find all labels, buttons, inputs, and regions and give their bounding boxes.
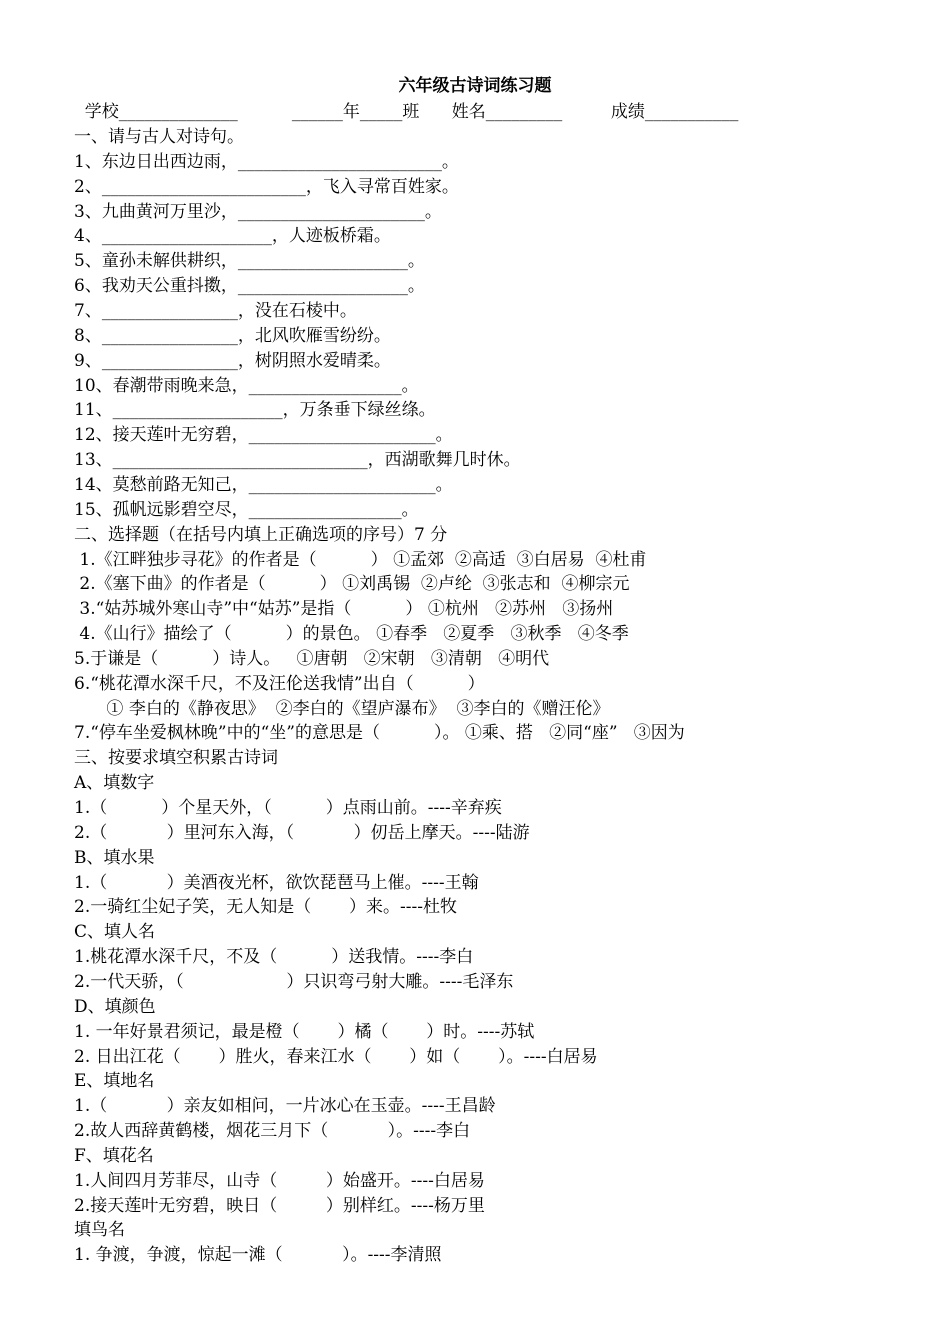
worksheet-line: 1. 一年好景君须记，最是橙（ ）橘（ ）时。----苏轼 xyxy=(74,1021,535,1042)
worksheet-line: 5.于谦是（ ）诗人。 ①唐朝 ②宋朝 ③清朝 ④明代 xyxy=(74,648,550,669)
worksheet-line: D、填颜色 xyxy=(74,996,156,1017)
worksheet-line: 一、请与古人对诗句。 xyxy=(74,127,244,147)
worksheet-line: 1、东边日出西边雨，________________________。 xyxy=(74,151,459,172)
worksheet-line: B、填水果 xyxy=(74,847,155,868)
worksheet-line: 二、选择题（在括号内填上正确选项的序号）7 分 xyxy=(74,524,448,545)
worksheet-line: 15、孤帆远影碧空尽，__________________。 xyxy=(74,499,419,520)
worksheet-line: 2.《塞下曲》的作者是（ ） ①刘禹锡 ②卢纶 ③张志和 ④柳宗元 xyxy=(74,574,630,595)
worksheet-line: 填鸟名 xyxy=(74,1220,125,1241)
worksheet-line: 1.（ ）个星天外，（ ）点雨山前。----辛弃疾 xyxy=(74,798,502,818)
page-title: 六年级古诗词练习题 xyxy=(398,76,552,96)
worksheet-line: ① 李白的《静夜思》 ②李白的《望庐瀑布》 ③李白的《赠汪伦》 xyxy=(74,698,610,719)
worksheet-line: 2.一骑红尘妃子笑，无人知是（ ）来。----杜牧 xyxy=(74,897,458,918)
worksheet-line: C、填人名 xyxy=(74,922,156,943)
worksheet-line: 14、莫愁前路无知己，______________________。 xyxy=(74,474,453,495)
worksheet-line: 6、我劝天公重抖擞，____________________。 xyxy=(74,276,425,297)
worksheet-line: 2.一代天骄，（ ）只识弯弓射大雕。----毛泽东 xyxy=(74,971,514,992)
worksheet-line: A、填数字 xyxy=(74,773,155,794)
worksheet-line: 10、春潮带雨晚来急，__________________。 xyxy=(74,375,419,396)
worksheet-line: 3、九曲黄河万里沙，______________________。 xyxy=(74,201,442,222)
worksheet-line: 1.（ ）美酒夜光杯，欲饮琵琶马上催。----王翰 xyxy=(74,872,479,893)
worksheet-line: 12、接天莲叶无穷碧，______________________。 xyxy=(74,425,453,446)
worksheet-line: 1.桃花潭水深千尺，不及（ ）送我情。----李白 xyxy=(74,947,474,968)
worksheet-line: 1.人间四月芳菲尽，山寺（ ）始盛开。----白居易 xyxy=(74,1170,485,1191)
worksheet-line: E、填地名 xyxy=(74,1071,155,1092)
worksheet-line: 3.“姑苏城外寒山寺”中“姑苏”是指（ ） ①杭州 ②苏州 ③扬州 xyxy=(74,599,614,620)
worksheet-line: 2. 日出江花（ ）胜火，春来江水（ ）如（ ）。----白居易 xyxy=(74,1046,598,1067)
worksheet-line: 7、________________，没在石棱中。 xyxy=(74,301,357,321)
worksheet-line: 11、____________________，万条垂下绿丝绦。 xyxy=(74,400,436,421)
worksheet-line: 2.故人西辞黄鹤楼，烟花三月下（ ）。----李白 xyxy=(74,1121,471,1141)
worksheet-line: 7.“停车坐爱枫林晚”中的“坐”的意思是（ ）。 ①乘、搭 ②同“座” ③因为 xyxy=(74,723,685,744)
worksheet-line: 2、________________________，飞入寻常百姓家。 xyxy=(74,176,459,197)
worksheet-line: 1.《江畔独步寻花》的作者是（ ） ①孟郊 ②高适 ③白居易 ④杜甫 xyxy=(74,549,647,570)
worksheet-line: 9、________________，树阴照水爱晴柔。 xyxy=(74,350,391,371)
worksheet-line: 2.接天莲叶无穷碧，映日（ ）别样红。----杨万里 xyxy=(74,1195,485,1216)
worksheet-line: 1. 争渡，争渡，惊起一滩（ ）。----李清照 xyxy=(74,1245,442,1266)
worksheet-line: 2.（ ）里河东入海，（ ）仞岳上摩天。----陆游 xyxy=(74,822,530,843)
worksheet-line: 8、________________，北风吹雁雪纷纷。 xyxy=(74,325,391,346)
worksheet-line: 4.《山行》描绘了（ ）的景色。 ①春季 ②夏季 ③秋季 ④冬季 xyxy=(74,624,629,644)
worksheet-line: F、填花名 xyxy=(74,1145,154,1166)
worksheet-line: 1.（ ）亲友如相问，一片冰心在玉壶。----王昌龄 xyxy=(74,1096,496,1117)
student-info-line: 学校______________ ______年_____班 姓名_________ 成绩___________ xyxy=(74,102,739,122)
worksheet-line: 5、童孙未解供耕织，____________________。 xyxy=(74,251,425,272)
worksheet-line: 13、______________________________，西湖歌舞几时休。 xyxy=(74,450,521,471)
worksheet-line: 三、按要求填空积累古诗词 xyxy=(74,748,278,769)
worksheet-line: 4、____________________，人迹板桥霜。 xyxy=(74,226,391,247)
worksheet-line: 6.“桃花潭水深千尺，不及汪伦送我情”出自（ ） xyxy=(74,673,485,694)
